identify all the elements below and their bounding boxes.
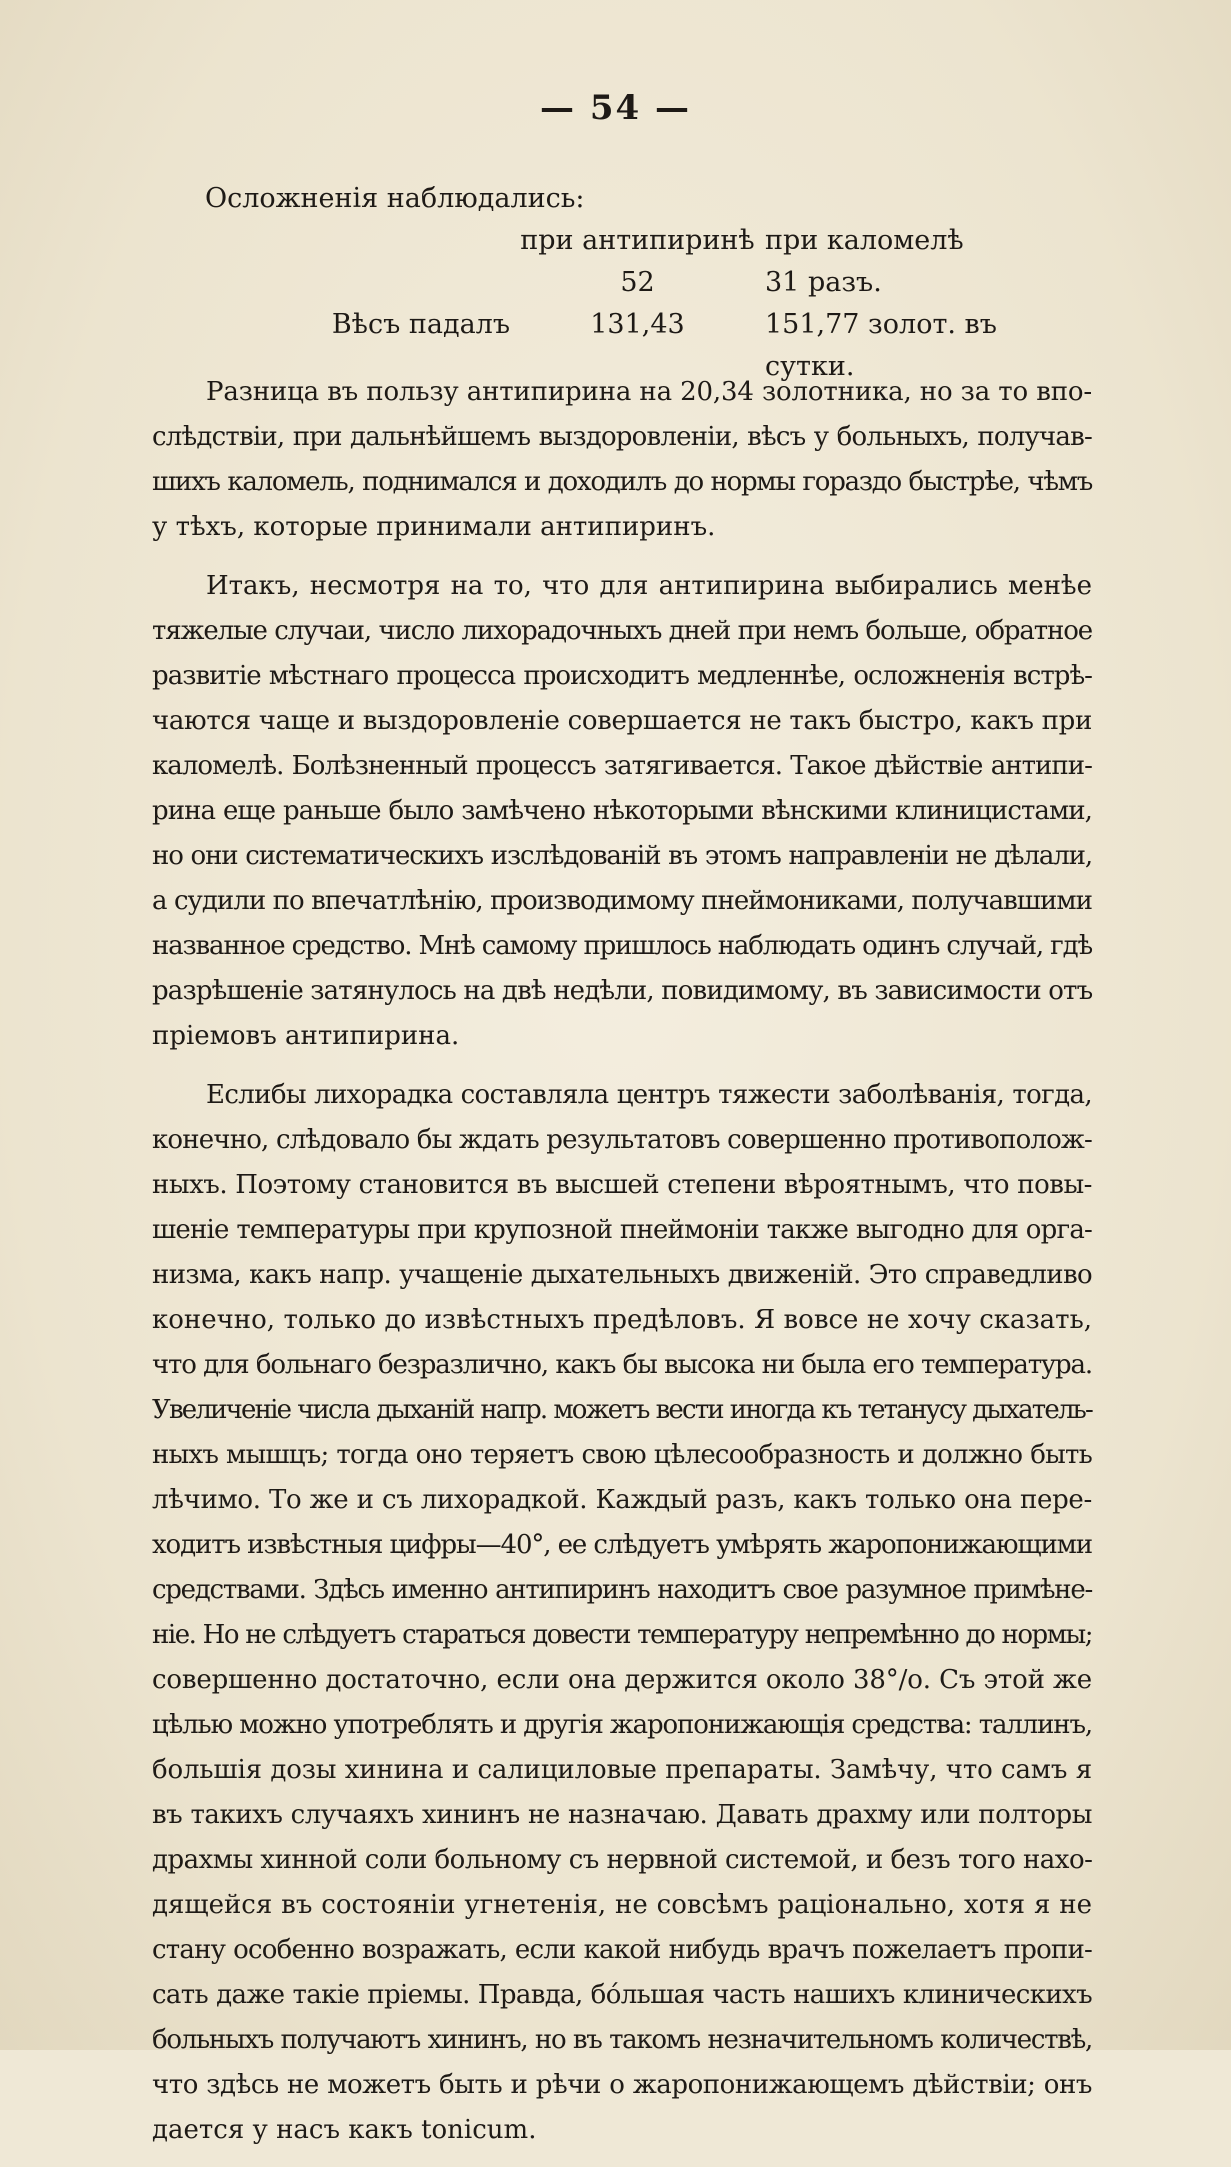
text-line: дается у насъ какъ tonicum.: [152, 2115, 537, 2145]
text-line: дящейся въ состояніи угнетенія, не совсѣмъ раціонально, хотя я не: [152, 1890, 1092, 1920]
calomel-value: 151,77 золот. въ сутки.: [765, 309, 997, 382]
text-line: но они систематическихъ изслѣдованій въ этомъ направленіи не дѣлали,: [152, 841, 1092, 871]
text-line: что для больнаго безразлично, какъ бы высока ни была его температура.: [152, 1350, 1092, 1380]
text-line: рина еще раньше было замѣчено нѣкоторыми вѣнскими клиницистами,: [152, 796, 1092, 826]
antipyrin-value: 131,43: [590, 309, 685, 340]
text-line: шихъ каломель, поднимался и доходилъ до нормы гораздо быстрѣе, чѣмъ: [152, 467, 1092, 497]
text-line: больныхъ получаютъ хининъ, но въ такомъ незначительномъ количествѣ,: [152, 2025, 1092, 2055]
text-line: ныхъ мышцъ; тогда оно теряетъ свою цѣлесообразность и должно быть: [152, 1440, 1092, 1470]
text-line: Разница въ пользу антипирина на 20,34 золотника, но за то впо-: [206, 377, 1092, 407]
text-line: чаются чаще и выздоровленіе совершается не такъ быстро, какъ при: [152, 706, 1092, 736]
complications-header-row: [205, 220, 1065, 262]
text-line: низма, какъ напр. учащеніе дыхательныхъ движеній. Это справедливо: [152, 1260, 1092, 1290]
text-line: въ такихъ случаяхъ хининъ не назначаю. Давать драхму или полторы: [152, 1800, 1092, 1830]
complications-table: [205, 178, 1065, 388]
text-line: шеніе температуры при крупозной пнеймоніи также выгодно для орга-: [152, 1215, 1092, 1245]
body-text: [152, 370, 1092, 2167]
text-line: тяжелые случаи, число лихорадочныхъ дней при немъ больше, обратное: [152, 616, 1092, 646]
complications-row: [205, 262, 1065, 304]
text-line: большія дозы хинина и салициловые препараты. Замѣчу, что самъ я: [152, 1755, 1092, 1785]
row-label: Вѣсъ падалъ: [331, 309, 510, 340]
text-line: стану особенно возражать, если какой нибудь врачъ пожелаетъ пропи-: [152, 1935, 1092, 1965]
text-line: развитіе мѣстнаго процесса происходитъ медленнѣе, осложненія встрѣ-: [152, 661, 1092, 691]
text-line: ходитъ извѣстныя цифры—40°, ее слѣдуетъ умѣрять жаропонижающими: [152, 1530, 1092, 1560]
paragraph: [152, 564, 1092, 1059]
complications-title: Осложненія наблюдались:: [205, 183, 585, 214]
text-line: каломелѣ. Болѣзненный процессъ затягивается. Такое дѣйствіе антипи-: [152, 751, 1092, 781]
text-line: Еслибы лихорадка составляла центръ тяжести заболѣванія, тогда,: [206, 1080, 1092, 1110]
column-antipyrin: при антипиринѣ: [520, 225, 755, 256]
column-calomel: при каломелѣ: [765, 225, 964, 256]
text-line: пріемовъ антипирина.: [152, 1021, 460, 1051]
calomel-value: 31 разъ.: [765, 267, 882, 298]
text-line: разрѣшеніе затянулось на двѣ недѣли, повидимому, въ зависимости отъ: [152, 976, 1093, 1006]
text-line: Увеличеніе числа дыханій напр. можетъ вести иногда къ тетанусу дыхатель-: [152, 1395, 1092, 1425]
text-line: конечно, только до извѣстныхъ предѣловъ. Я вовсе не хочу сказать,: [152, 1305, 1092, 1335]
row-label: [205, 262, 510, 304]
text-line: названное средство. Мнѣ самому пришлось наблюдать одинъ случай, гдѣ: [152, 931, 1092, 961]
text-line: ніе. Но не слѣдуетъ стараться довести температуру непремѣнно до нормы;: [152, 1620, 1092, 1650]
paragraph: [152, 1073, 1092, 2153]
text-line: слѣдствіи, при дальнѣйшемъ выздоровленіи, вѣсъ у больныхъ, получав-: [152, 422, 1092, 452]
text-line: сать даже такіе пріемы. Правда, бо́льшая часть нашихъ клиническихъ: [152, 1980, 1092, 2010]
text-line: средствами. Здѣсь именно антипиринъ находитъ свое разумное примѣне-: [152, 1575, 1092, 1605]
text-line: а судили по впечатлѣнію, производимому пнеймониками, получавшими: [152, 886, 1092, 916]
header-empty-cell: [205, 220, 510, 262]
page-number: — 54 —: [540, 88, 691, 128]
antipyrin-value: 52: [620, 267, 655, 298]
text-line: драхмы хинной соли больному съ нервной системой, и безъ того нахо-: [152, 1845, 1093, 1875]
text-line: что здѣсь не можетъ быть и рѣчи о жаропонижающемъ дѣйствіи; онъ: [152, 2070, 1092, 2100]
paragraph: [152, 370, 1092, 550]
text-line: у тѣхъ, которые принимали антипиринъ.: [152, 512, 716, 542]
text-line: Итакъ, несмотря на то, что для антипирина выбирались менѣе: [206, 571, 1092, 601]
text-line: ныхъ. Поэтому становится въ высшей степени вѣроятнымъ, что повы-: [152, 1170, 1092, 1200]
text-line: цѣлью можно употреблять и другія жаропонижающія средства: таллинъ,: [152, 1710, 1092, 1740]
text-line: совершенно достаточно, если она держится около 38°/о. Съ этой же: [152, 1665, 1092, 1695]
text-line: конечно, слѣдовало бы ждать результатовъ совершенно противополож-: [152, 1125, 1092, 1155]
text-line: лѣчимо. То же и съ лихорадкой. Каждый разъ, какъ только она пере-: [152, 1485, 1092, 1515]
